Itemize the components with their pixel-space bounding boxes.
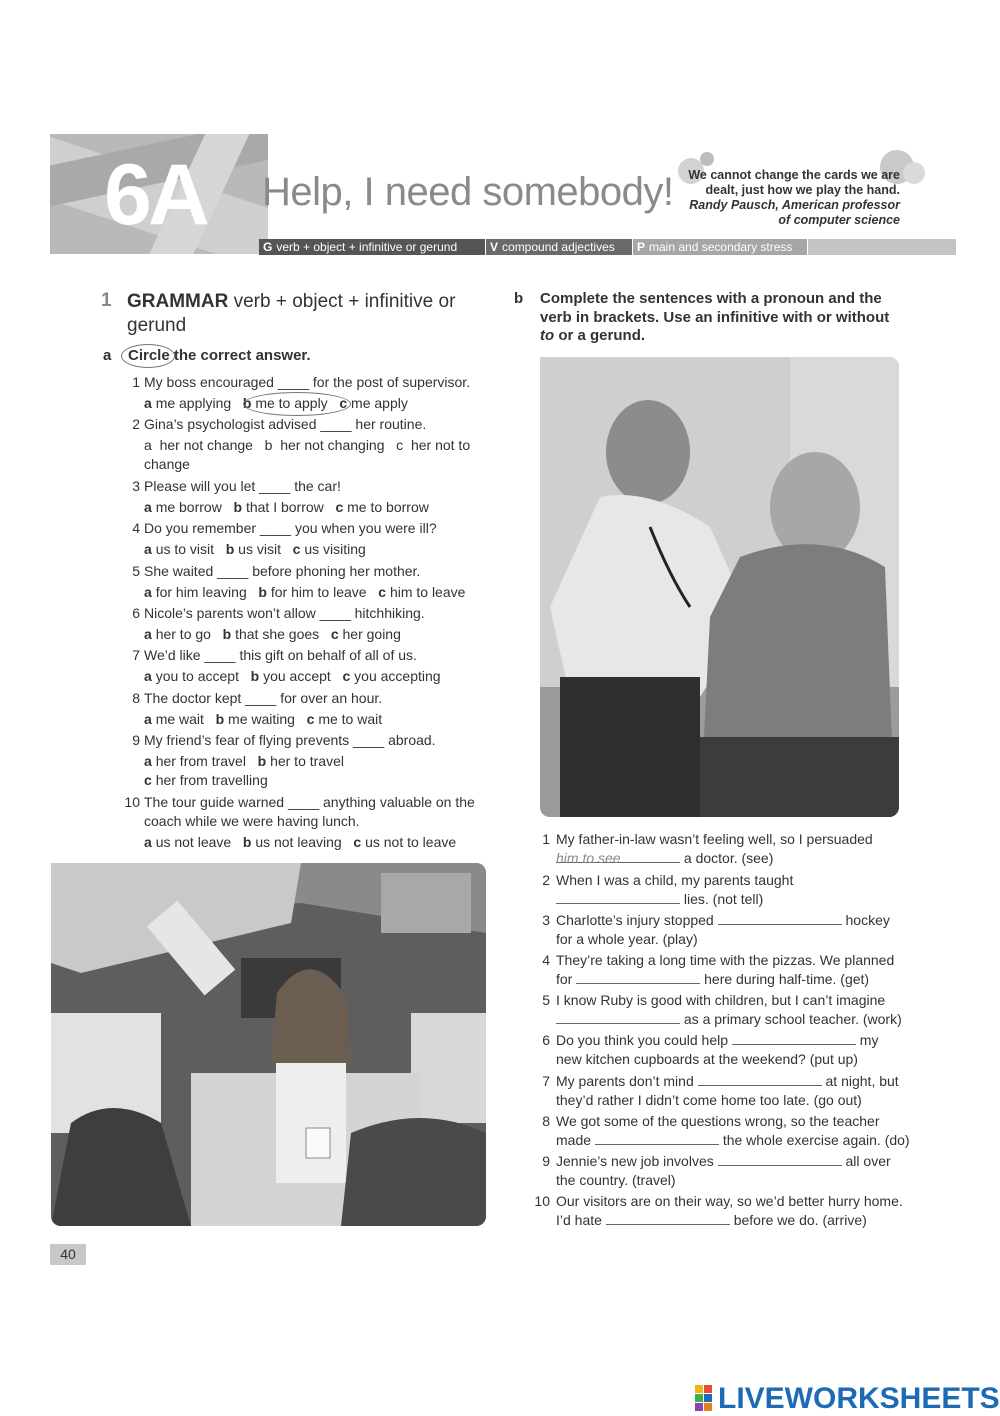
answer-field-1[interactable]: him to see — [556, 849, 680, 863]
speech-bubble-icon — [700, 152, 714, 166]
question-7-options[interactable]: a you to accept b you accept c you accepting — [144, 668, 441, 684]
answer-field-2[interactable] — [556, 890, 680, 904]
question-2-options[interactable]: a her not change b her not changing c her not to — [144, 437, 471, 453]
question-5-options[interactable]: a for him leaving b for him to leave c him to leave — [144, 584, 466, 600]
section-title: GRAMMAR verb + object + infinitive or gerund — [127, 291, 456, 336]
answer-field-7[interactable] — [698, 1072, 822, 1086]
answer-field-5[interactable] — [556, 1010, 680, 1024]
answer-field-8[interactable] — [595, 1131, 719, 1145]
question-2-options-cont: change — [144, 456, 190, 472]
question-9-option-c[interactable]: c her from travelling — [144, 772, 268, 788]
question-3-options[interactable]: a me borrow b that I borrow c me to borrow — [144, 499, 429, 515]
question-8-options[interactable]: a me wait b me waiting c me to wait — [144, 711, 383, 727]
answer-field-4[interactable] — [576, 970, 700, 984]
question-10-options[interactable]: a us not leave b us not leaving c us not to leave — [144, 834, 457, 850]
circle-annotation — [121, 344, 175, 368]
part-a-letter: a — [103, 347, 112, 364]
unit-number: 6A — [104, 147, 206, 243]
page-title: Help, I need somebody! — [262, 170, 674, 214]
question-1-options[interactable]: a me applying b me to apply c me apply — [144, 395, 408, 411]
part-b-instruction: Complete the sentences with a pronoun and the verb in brackets. Use an infinitive with or without to or a gerund. — [540, 290, 890, 344]
doctor-patient-photo — [540, 357, 899, 817]
answer-field-10[interactable] — [606, 1211, 730, 1225]
part-a-instruction: Circle the correct answer. — [128, 347, 311, 364]
answer-field-6[interactable] — [732, 1031, 856, 1045]
page-number: 40 — [50, 1244, 86, 1265]
grammar-tag: G verb + object + infinitive or gerund — [259, 239, 485, 255]
speech-bubble-icon — [903, 162, 925, 184]
part-b-letter: b — [514, 290, 524, 307]
section-number: 1 — [101, 290, 112, 311]
quote: We cannot change the cards we are dealt, just how we play the hand. Randy Pausch, American professor of computer science — [688, 168, 900, 227]
vocabulary-tag: V compound adjectives — [486, 239, 632, 255]
tour-guide-photo — [51, 863, 486, 1226]
pronunciation-tag: P main and secondary stress — [633, 239, 807, 255]
answer-field-3[interactable] — [718, 911, 842, 925]
tag-bar-filler — [808, 239, 956, 255]
question-6-options[interactable]: a her to go b that she goes c her going — [144, 626, 401, 642]
answer-circle — [243, 392, 351, 416]
liveworksheets-brand[interactable]: LIVEWORKSHEETS — [718, 1382, 1000, 1415]
question-4-options[interactable]: a us to visit b us visit c us visiting — [144, 541, 366, 557]
answer-field-9[interactable] — [718, 1152, 842, 1166]
question-9-options[interactable]: a her from travel b her to travel — [144, 753, 344, 769]
question-10-cont: coach while we were having lunch. — [144, 813, 360, 829]
